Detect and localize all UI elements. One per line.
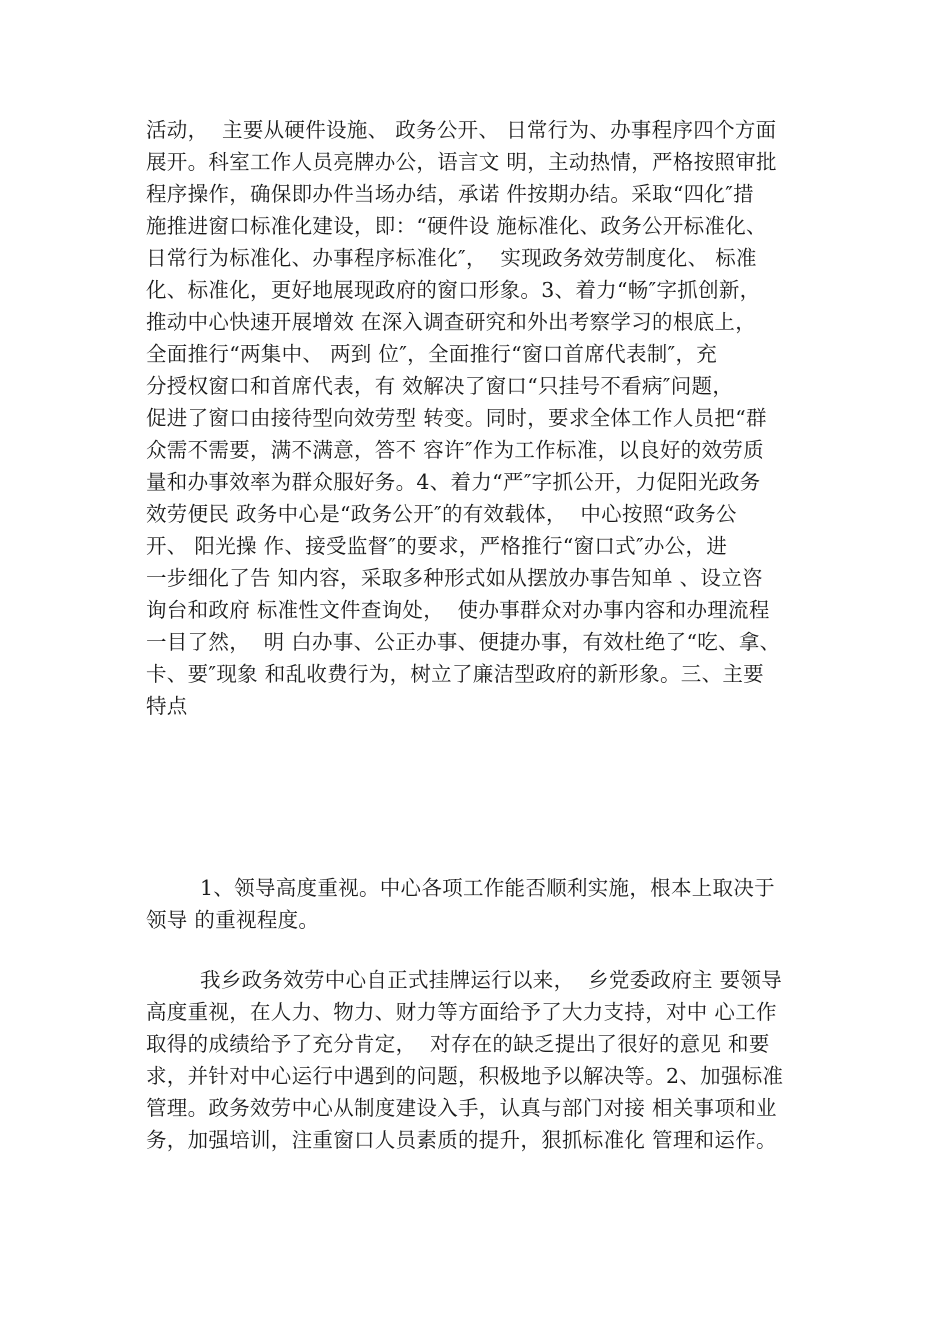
text-line: 开、 阳光操 作、接受监督″的要求，严格推行“窗口式″办公，进 [146, 534, 728, 558]
text-line: 求，并针对中心运行中遇到的问题，积极地予以解决等。2、加强标准 [146, 1064, 784, 1088]
text-line: 我乡政务效劳中心自正式挂牌运行以来， 乡党委政府主 要领导 [200, 968, 783, 992]
text-line: 管理。政务效劳中心从制度建设入手，认真与部门对接 相关事项和业 [146, 1096, 777, 1120]
text-line: 量和办事效率为群众服好务。4、着力“严″字抓公开，力促阳光政务 [146, 470, 761, 494]
text-line: 询台和政府 标准性文件查询处， 使办事群众对办事内容和办理流程 [146, 598, 770, 622]
text-line: 分授权窗口和首席代表，有 效解决了窗口“只挂号不看病″问题， [146, 374, 734, 398]
text-line: 众需不需要，满不满意，答不 容许″作为工作标准，以良好的效劳质 [146, 438, 764, 462]
text-line: 卡、要″现象 和乱收费行为，树立了廉洁型政府的新形象。三、主要 [146, 662, 764, 686]
text-line: 全面推行“两集中、 两到 位″，全面推行“窗口首席代表制″，充 [146, 342, 718, 366]
text-line: 务，加强培训，注重窗口人员素质的提升，狠抓标准化 管理和运作。 [146, 1128, 777, 1152]
text-line: 1、领导高度重视。中心各项工作能否顺利实施，根本上取决于 [200, 876, 775, 900]
text-line: 日常行为标准化、办事程序标准化″， 实现政务效劳制度化、 标准 [146, 246, 757, 270]
text-line: 程序操作，确保即办件当场办结，承诺 件按期办结。采取“四化″措 [146, 182, 754, 206]
text-line: 施推进窗口标准化建设，即：“硬件设 施标准化、政务公开标准化、 [146, 214, 767, 238]
paragraph-leadership [146, 872, 826, 936]
text-line: 效劳便民 政务中心是“政务公开″的有效载体， 中心按照“政务公 [146, 502, 737, 526]
text-line: 取得的成绩给予了充分肯定， 对存在的缺乏提出了很好的意见 和要 [146, 1032, 770, 1056]
text-line: 推动中心快速开展增效 在深入调查研究和外出考察学习的根底上， [146, 310, 757, 334]
text-line: 活动， 主要从硬件设施、 政务公开、 日常行为、办事程序四个方面 [146, 118, 777, 142]
text-line: 高度重视，在人力、物力、财力等方面给予了大力支持，对中 心工作 [146, 1000, 777, 1024]
text-line: 领导 的重视程度。 [146, 908, 320, 932]
text-line: 展开。科室工作人员亮牌办公，语言文 明，主动热情，严格按照审批 [146, 150, 777, 174]
text-line: 一步细化了告 知内容，采取多种形式如从摆放办事告知单 、设立咨 [146, 566, 763, 590]
text-line: 一目了然， 明 白办事、公正办事、便捷办事，有效杜绝了“吃、拿、 [146, 630, 781, 654]
paragraph-body-1 [146, 114, 826, 722]
text-line: 促进了窗口由接待型向效劳型 转变。同时，要求全体工作人员把“群 [146, 406, 767, 430]
text-line: 化、标准化，更好地展现政府的窗口形象。3、着力“畅″字抓创新， [146, 278, 761, 302]
section-heading-line: 特点 [146, 694, 188, 718]
paragraph-support [146, 964, 826, 1156]
